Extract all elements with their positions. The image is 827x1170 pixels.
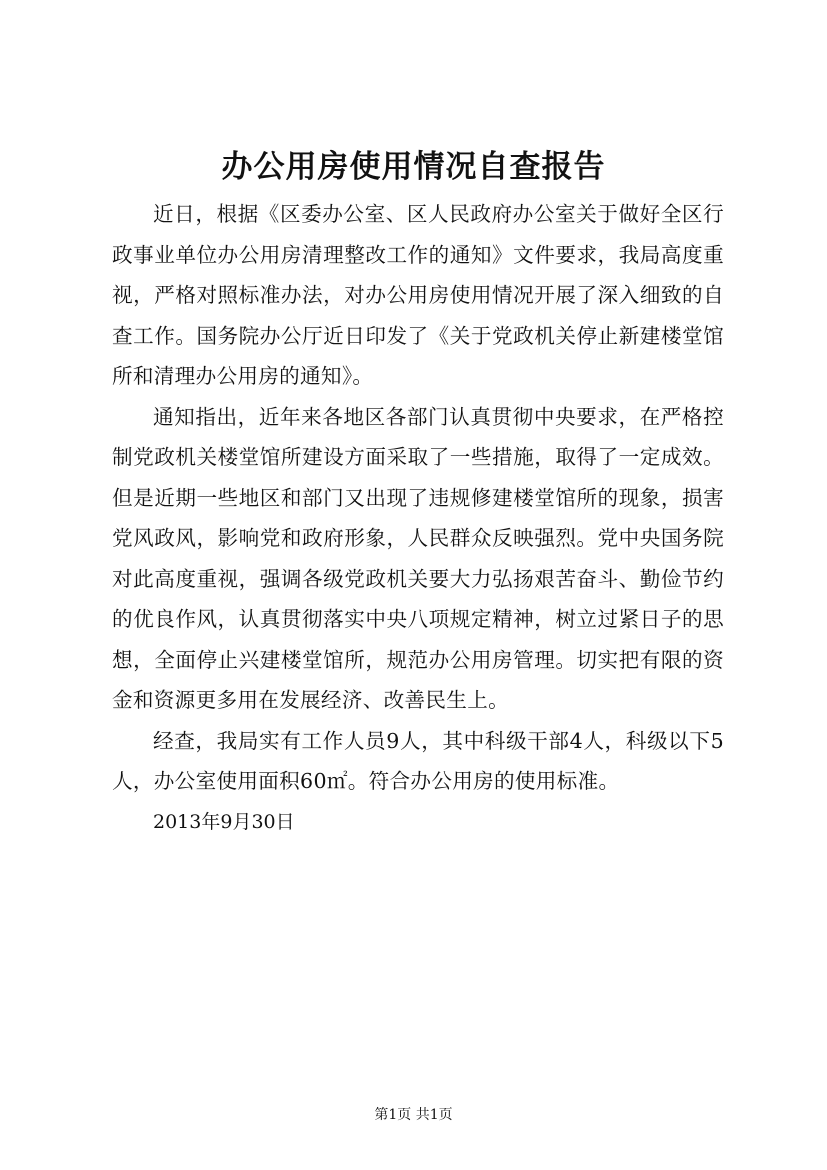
document-body (112, 194, 724, 842)
paragraph-3: 经查，我局实有工作人员9人，其中科级干部4人，科级以下5人，办公室使用面积60㎡。符合办公用房的使用标准。 (112, 728, 724, 793)
page-footer: 第1页 共1页 (374, 1107, 453, 1123)
paragraph-2: 通知指出，近年来各地区各部门认真贯彻中央要求，在严格控制党政机关楼堂馆所建设方面采取了一些措施，取得了一定成效。但是近期一些地区和部门又出现了违规修建楼堂馆所的现象，损害党风政风，影响党和政府形象，人民群众反映强烈。党中央国务院对此高度重视，强调各级党政机关要大力弘扬艰苦奋斗、勤俭节约的优良作风，认真贯彻落实中央八项规定精神，树立过紧日子的思想，全面停止兴建楼堂馆所，规范办公用房管理。切实把有限的资金和资源更多用在发展经济、改善民生上。 (112, 404, 724, 712)
document-title: 办公用房使用情况自查报告 (221, 149, 606, 185)
paragraph-1: 近日，根据《区委办公室、区人民政府办公室关于做好全区行政事业单位办公用房清理整改工作的通知》文件要求，我局高度重视，严格对照标准办法，对办公用房使用情况开展了深入细致的自查工作。国务院办公厅近日印发了《关于党政机关停止新建楼堂馆所和清理办公用房的通知》。 (112, 202, 724, 388)
document-date: 2013年9月30日 (153, 810, 295, 833)
